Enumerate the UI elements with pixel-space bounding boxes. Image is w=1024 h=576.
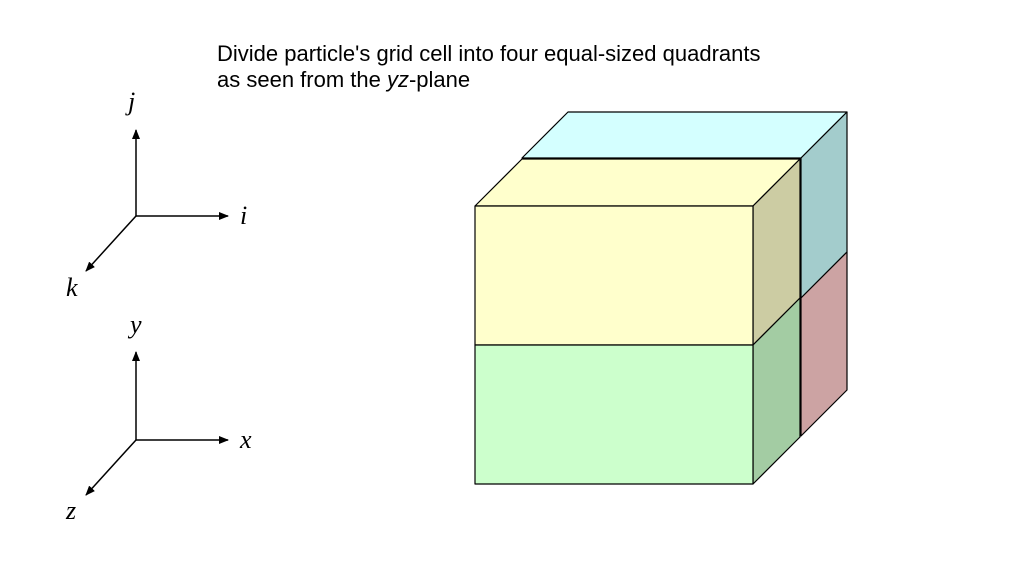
z-axis-arrow bbox=[86, 440, 136, 495]
k-axis-arrow bbox=[86, 216, 136, 271]
quadrant-front-top-front-face bbox=[475, 206, 753, 345]
title-line-2-italic: yz bbox=[386, 67, 409, 92]
z-axis-label: z bbox=[66, 496, 77, 525]
grid-cell-cube bbox=[475, 112, 847, 484]
world-axes bbox=[65, 310, 252, 525]
title-line-1: Divide particle's grid cell into four equal-sized quadrants bbox=[217, 41, 761, 66]
i-axis-label: i bbox=[240, 201, 248, 230]
quadrant-front-top-top-face bbox=[475, 159, 800, 206]
j-axis-label: j bbox=[128, 87, 136, 116]
x-axis-label: x bbox=[240, 425, 252, 454]
y-axis-label: y bbox=[130, 310, 142, 339]
quadrant-back-top-top-face bbox=[522, 112, 847, 158]
k-axis-label: k bbox=[66, 273, 78, 302]
title-line-2-prefix: as seen from the bbox=[217, 67, 387, 92]
title-line-2-suffix: -plane bbox=[408, 67, 471, 92]
quadrant-front-bottom-front-face bbox=[475, 345, 753, 484]
index-axes bbox=[66, 87, 247, 302]
